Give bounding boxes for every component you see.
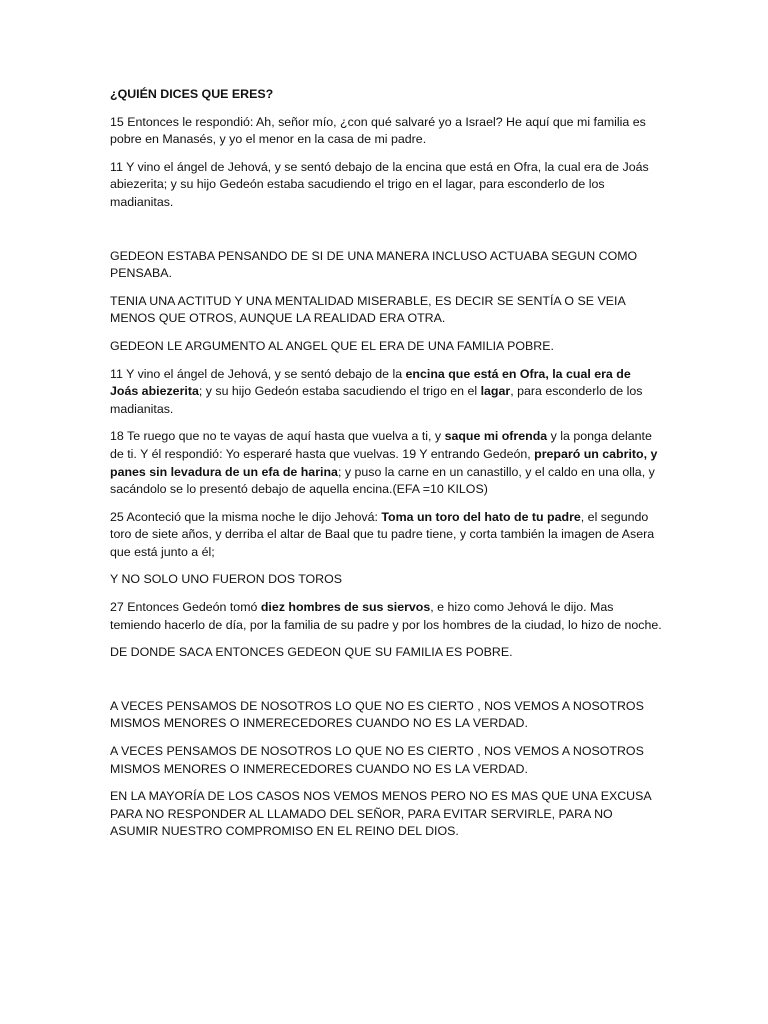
bold-text: encina que está en Ofra, la cual era de Joás abiezerita — [110, 366, 631, 399]
text-run: DE DONDE SACA ENTONCES GEDEON QUE SU FAMILIA ES POBRE. — [110, 645, 513, 660]
paragraph — [110, 698, 662, 733]
text-run: , e hizo como Jehová le dijo. Mas temiendo hacerlo de día, por la familia de su padre y por los hombres de la ciudad, lo hizo de noche. — [110, 600, 662, 632]
paragraph-spacer — [110, 222, 668, 248]
text-run: , el segundo toro de siete años, y derriba el altar de Baal que tu padre tiene, y corta también la imagen de Asera que está junto a él; — [110, 509, 655, 559]
document-title: ¿QUIÉN DICES QUE ERES? — [110, 87, 274, 101]
text-run: GEDEON ESTABA PENSANDO DE SI DE UNA MANERA INCLUSO ACTUABA SEGUN COMO PENSABA. — [110, 248, 638, 281]
paragraph — [110, 509, 662, 562]
text-run: 11 Y vino el ángel de Jehová, y se sentó debajo de la — [110, 366, 406, 381]
text-run: ; y puso la carne en un canastillo, y el caldo en una olla, y sacándolo se lo presentó debajo de aquella encina.(EFA =10 KILOS) — [110, 464, 655, 497]
text-run: EN LA MAYORÍA DE LOS CASOS NOS VEMOS MENOS PERO NO ES MAS QUE UNA EXCUSA PARA NO RESPONDER AL LLAMADO DEL SEÑOR, PARA EVITAR SERVIRLE, PARA NO ASUMIR NUESTRO COMPROMISO EN EL REINO DEL DIOS. — [110, 789, 651, 839]
paragraph — [110, 338, 662, 356]
text-run: Y NO SOLO UNO FUERON DOS TOROS — [110, 572, 343, 587]
bold-text: diez hombres de sus siervos — [260, 600, 431, 615]
bold-text: lagar — [480, 384, 511, 399]
text-run: TENIA UNA ACTITUD Y UNA MENTALIDAD MISERABLE, ES DECIR SE SENTÍA O SE VEIA MENOS QUE OTROS, AUNQUE LA REALIDAD ERA OTRA. — [110, 293, 626, 326]
text-run: 25 Aconteció que la misma noche le dijo Jehová: — [110, 509, 382, 524]
text-run: 18 Te ruego que no te vayas de aquí hasta que vuelva a ti, y — [110, 429, 445, 444]
paragraph — [110, 159, 662, 212]
paragraph — [110, 428, 662, 498]
paragraph — [110, 743, 662, 778]
paragraph — [110, 644, 662, 662]
text-run: A VECES PENSAMOS DE NOSOTROS LO QUE NO ES CIERTO , NOS VEMOS A NOSOTROS MISMOS MENORES O INMERECEDORES CUANDO NO ES LA VERDAD. — [110, 698, 644, 731]
bold-text: saque mi ofrenda — [444, 429, 548, 444]
text-run: 15 Entonces le respondió: Ah, señor mío, ¿con qué salvaré yo a Israel? He aquí que mi familia es pobre en Manasés, y yo el menor en la casa de mi padre. — [110, 114, 646, 147]
text-run: A VECES PENSAMOS DE NOSOTROS LO QUE NO ES CIERTO , NOS VEMOS A NOSOTROS MISMOS MENORES O INMERECEDORES CUANDO NO ES LA VERDAD. — [110, 744, 644, 776]
text-run: 11 Y vino el ángel de Jehová, y se sentó debajo de la encina que está en Ofra, la cual era de Joás abiezerita; y su hijo Gedeón estaba sacudiendo el trigo en el lagar, para esconderlo de los madianitas. — [110, 159, 649, 209]
paragraph — [110, 248, 662, 283]
bold-text: preparó un cabrito, y panes sin levadura de un efa de harina — [110, 446, 658, 479]
paragraph — [110, 293, 662, 328]
text-run: ; y su hijo Gedeón estaba sacudiendo el trigo en el — [198, 384, 481, 399]
text-run: y la ponga delante de ti. Y él respondió: Yo esperaré hasta que vuelvas. 19 Y entrando Gedeón, — [110, 429, 652, 461]
text-run: GEDEON LE ARGUMENTO AL ANGEL QUE EL ERA DE UNA FAMILIA POBRE. — [110, 338, 554, 353]
document-body — [110, 114, 668, 841]
paragraph — [110, 788, 662, 841]
paragraph — [110, 571, 662, 589]
paragraph-spacer — [110, 672, 668, 698]
bold-text: Toma un toro del hato de tu padre — [381, 509, 581, 524]
paragraph — [110, 366, 662, 419]
text-run: 27 Entonces Gedeón tomó — [110, 600, 261, 615]
text-run: , para esconderlo de los madianitas. — [110, 384, 643, 416]
paragraph — [110, 599, 662, 634]
paragraph — [110, 114, 662, 149]
